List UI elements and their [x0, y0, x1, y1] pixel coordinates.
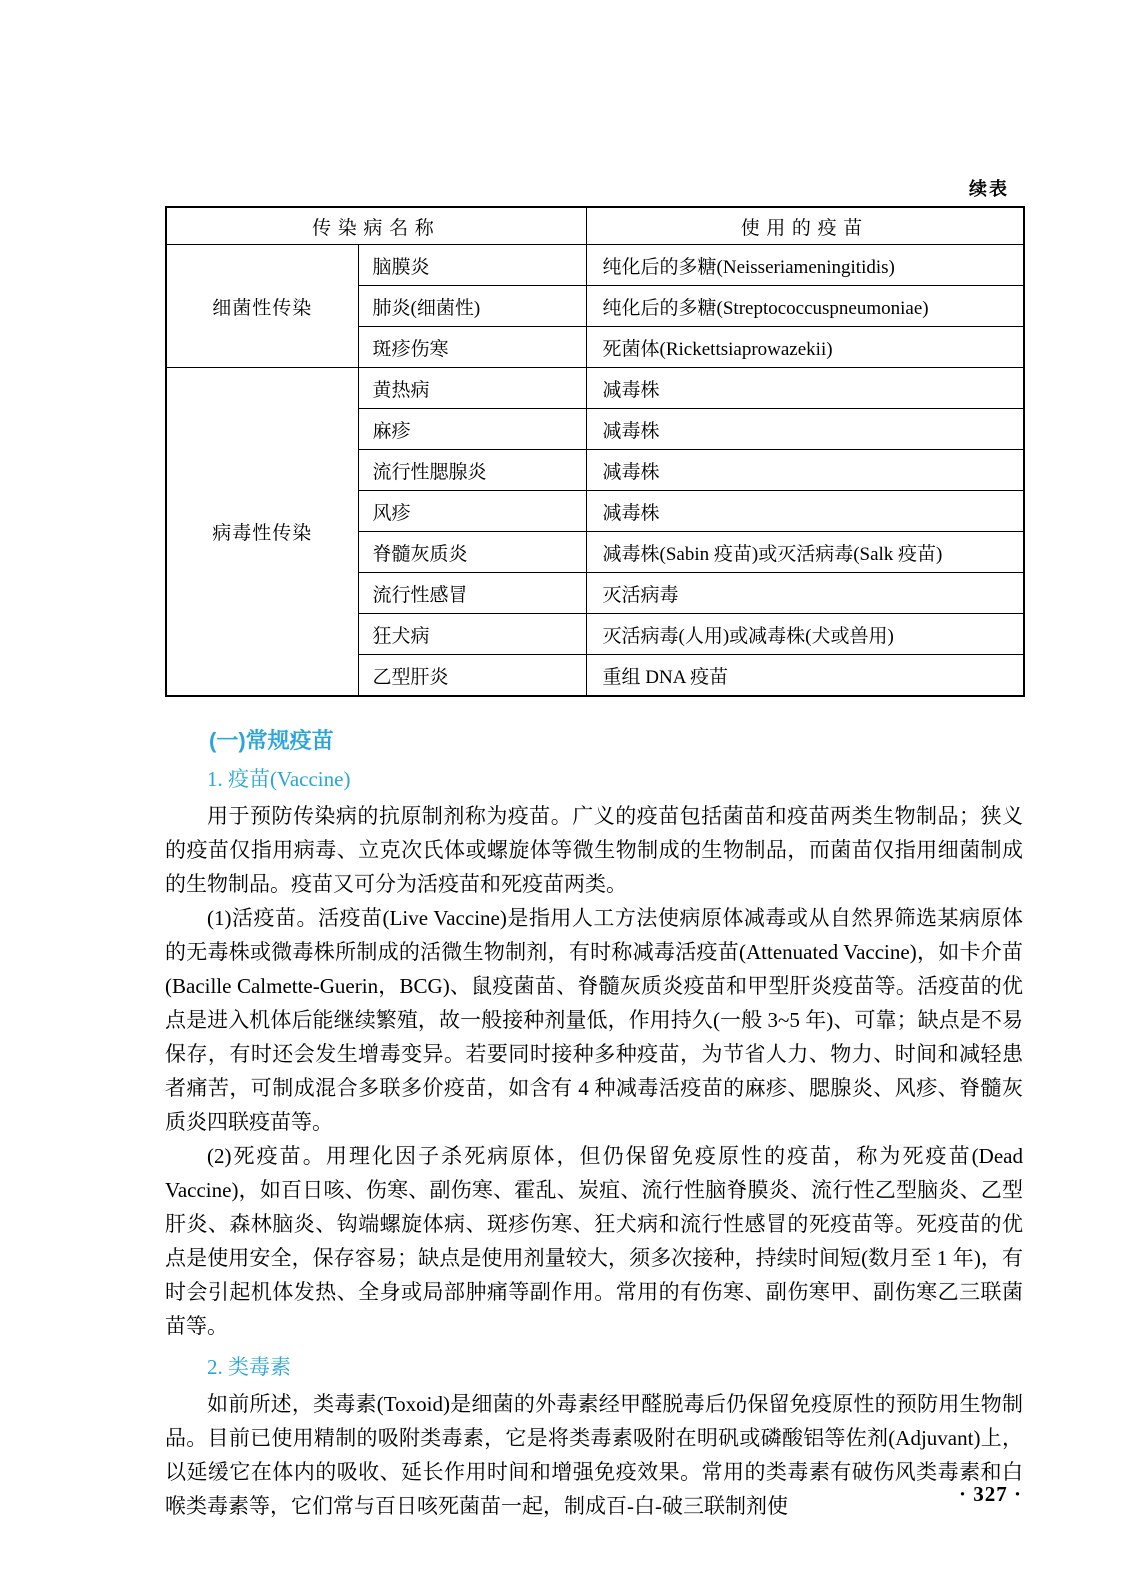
- disease-cell: 麻疹: [358, 409, 586, 450]
- table-row: [166, 368, 1024, 409]
- paragraph-toxoid: 如前所述，类毒素(Toxoid)是细菌的外毒素经甲醛脱毒后仍保留免疫原性的预防用生物制品。目前已使用精制的吸附类毒素，它是将类毒素吸附在明矾或磷酸铝等佐剂(Adjuvant)上，以延缓它在体内的吸收、延长作用时间和增强免疫效果。常用的类毒素有破伤风类毒素和白喉类毒素等，它们常与百日咳死菌苗一起，制成百-白-破三联制剂使: [165, 1392, 1023, 1518]
- paragraph-vaccine-intro: 用于预防传染病的抗原制剂称为疫苗。广义的疫苗包括菌苗和疫苗两类生物制品；狭义的疫苗仅指用病毒、立克次氏体或螺旋体等微生物制成的生物制品，而菌苗仅指用细菌制成的生物制品。疫苗又可分为活疫苗和死疫苗两类。: [165, 804, 1023, 896]
- table-header-vaccine-used: 使用的疫苗: [586, 207, 1024, 245]
- disease-cell: 狂犬病: [358, 614, 586, 655]
- disease-cell: 肺炎(细菌性): [358, 286, 586, 327]
- subsection-heading-vaccine: 1. 疫苗(Vaccine): [207, 767, 351, 791]
- table-header-disease-name: 传染病名称: [166, 207, 586, 245]
- vaccine-cell: 灭活病毒(人用)或减毒株(犬或兽用): [586, 614, 1024, 655]
- disease-cell: 斑疹伤寒: [358, 327, 586, 368]
- table-header-row: [166, 207, 1024, 245]
- vaccine-cell: 减毒株: [586, 368, 1024, 409]
- disease-cell: 脑膜炎: [358, 245, 586, 286]
- document-page: [165, 178, 1023, 1523]
- table-row: [166, 245, 1024, 286]
- disease-cell: 乙型肝炎: [358, 655, 586, 697]
- paragraph-dead-vaccine: (2)死疫苗。用理化因子杀死病原体，但仍保留免疫原性的疫苗，称为死疫苗(Dead Vaccine)，如百日咳、伤寒、副伤寒、霍乱、炭疽、流行性脑脊膜炎、流行性乙型脑炎、乙型肝炎、森林脑炎、钩端螺旋体病、斑疹伤寒、狂犬病和流行性感冒的死疫苗等。死疫苗的优点是使用安全，保存容易；缺点是使用剂量较大，须多次接种，持续时间短(数月至 1 年)，有时会引起机体发热、全身或局部肿痛等副作用。常用的有伤寒、副伤寒甲、副伤寒乙三联菌苗等。: [165, 1144, 1023, 1338]
- disease-cell: 流行性感冒: [358, 573, 586, 614]
- continued-table-label: 续表: [969, 179, 1009, 199]
- subsection-heading-toxoid: 2. 类毒素: [207, 1355, 291, 1379]
- vaccine-cell: 减毒株: [586, 450, 1024, 491]
- vaccine-cell: 纯化后的多糖(Neisseriameningitidis): [586, 245, 1024, 286]
- page-number: · 327 ·: [958, 1482, 1022, 1506]
- disease-cell: 黄热病: [358, 368, 586, 409]
- vaccine-cell: 减毒株: [586, 409, 1024, 450]
- vaccine-cell: 减毒株(Sabin 疫苗)或灭活病毒(Salk 疫苗): [586, 532, 1024, 573]
- disease-cell: 脊髓灰质炎: [358, 532, 586, 573]
- disease-cell: 风疹: [358, 491, 586, 532]
- vaccine-cell: 灭活病毒: [586, 573, 1024, 614]
- paragraph-live-vaccine: (1)活疫苗。活疫苗(Live Vaccine)是指用人工方法使病原体减毒或从自然界筛选某病原体的无毒株或微毒株所制成的活微生物制剂，有时称减毒活疫苗(Attenuated Vaccine)，如卡介苗(Bacille Calmette-Guerin，BCG)、鼠疫菌苗、脊髓灰质炎疫苗和甲型肝炎疫苗等。活疫苗的优点是进入机体后能继续繁殖，故一般接种剂量低，作用持久(一般 3~5 年)、可靠；缺点是不易保存，有时还会发生增毒变异。若要同时接种多种疫苗，为节省人力、物力、时间和减轻患者痛苦，可制成混合多联多价疫苗，如含有 4 种减毒活疫苗的麻疹、腮腺炎、风疹、脊髓灰质炎四联疫苗等。: [165, 906, 1023, 1134]
- category-cell-bacterial: 细菌性传染: [166, 245, 358, 368]
- vaccine-cell: 减毒株: [586, 491, 1024, 532]
- vaccine-cell: 死菌体(Rickettsiaprowazekii): [586, 327, 1024, 368]
- vaccine-cell: 纯化后的多糖(Streptococcuspneumoniae): [586, 286, 1024, 327]
- category-cell-viral: 病毒性传染: [166, 368, 358, 697]
- vaccine-table: [165, 206, 1025, 697]
- section-heading-regular-vaccines: (一)常规疫苗: [209, 728, 334, 753]
- disease-cell: 流行性腮腺炎: [358, 450, 586, 491]
- vaccine-cell: 重组 DNA 疫苗: [586, 655, 1024, 697]
